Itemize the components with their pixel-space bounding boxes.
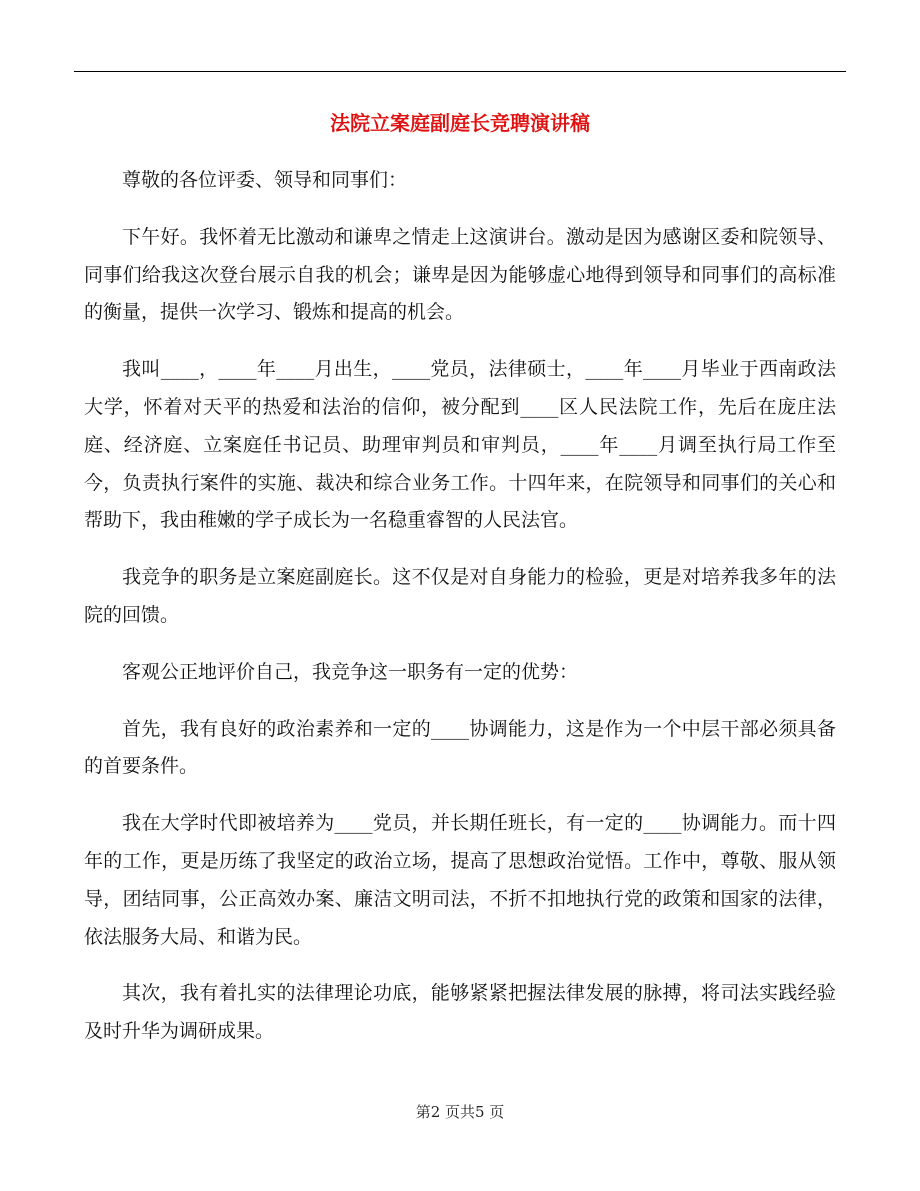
page-number: 第2 页共5 页 [415,1103,505,1121]
paragraph-greeting: 下午好。我怀着无比激动和谦卑之情走上这演讲台。激动是因为感谢区委和院领导、同事们给我这次登台展示自我的机会；谦卑是因为能够虚心地得到领导和同事们的高标准的衡量，提供一次学习、锻炼和提高的机会。 [84,225,836,324]
paragraph-position: 我竞争的职务是立案庭副庭长。这不仅是对自身能力的检验，更是对培养我多年的法院的回馈。 [84,566,836,626]
paragraph-advantages-intro: 客观公正地评价自己，我竞争这一职务有一定的优势： [122,660,579,683]
document-body [84,162,836,1070]
document-title: 法院立案庭副庭长竞聘演讲稿 [330,111,590,135]
paragraph-salutation: 尊敬的各位评委、领导和同事们： [122,169,408,191]
paragraph-self-introduction: 我叫____，____年____月出生，____党员，法律硕士，____年____月毕业于西南政法大学，怀着对天平的热爱和法治的信仰，被分配到____区人民法院工作，先后在庞庄法庭、经济庭、立案庭任书记员、助理审判员和审判员，____年____月调至执行局工作至今，负责执行案件的实施、裁决和综合业务工作。十四年来，在院领导和同事们的关心和帮助下，我由稚嫩的学子成长为一名稳重睿智的人民法官。 [84,358,836,532]
header-rule [74,71,846,72]
paragraph-first-advantage: 首先，我有良好的政治素养和一定的____协调能力，这是作为一个中层干部必须具备的首要条件。 [84,717,836,778]
paragraph-political-experience: 我在大学时代即被培养为____党员，并长期任班长，有一定的____协调能力。而十四年的工作，更是历练了我坚定的政治立场，提高了思想政治觉悟。工作中，尊敬、服从领导，团结同事，公正高效办案、廉洁文明司法，不折不扣地执行党的政策和国家的法律，依法服务大局、和谐为民。 [84,812,836,948]
paragraph-second-advantage: 其次，我有着扎实的法律理论功底，能够紧紧把握法律发展的脉搏，将司法实践经验及时升华为调研成果。 [84,982,836,1043]
